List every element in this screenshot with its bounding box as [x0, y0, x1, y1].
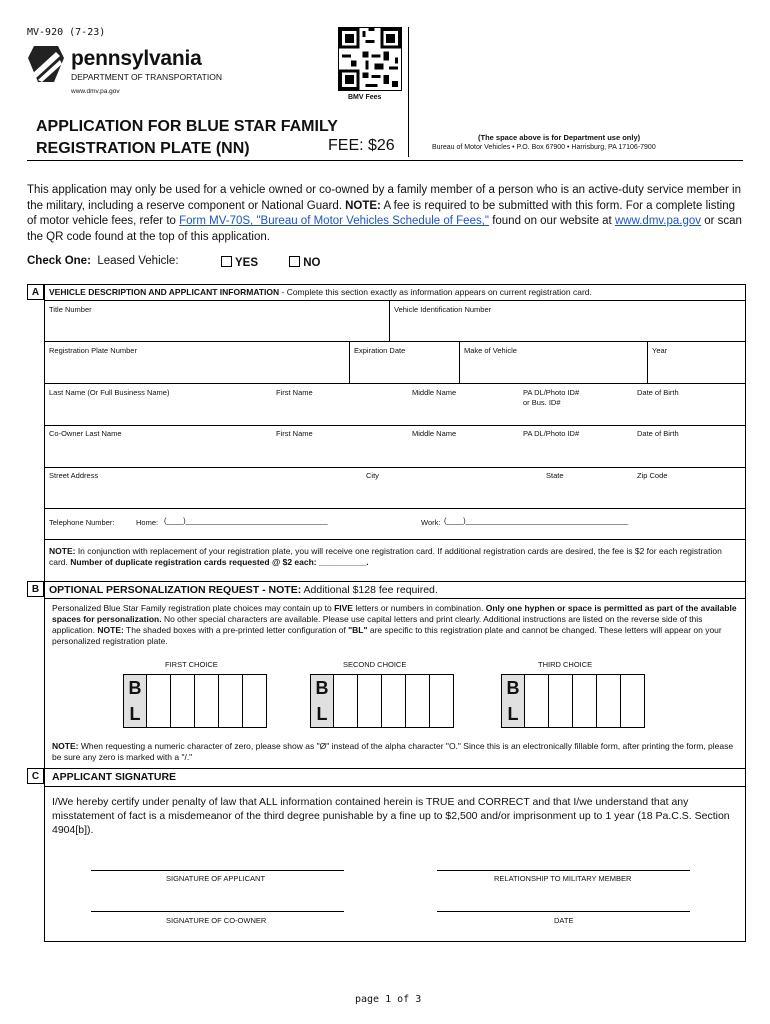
divider: [349, 341, 350, 383]
fees-form-link[interactable]: Form MV-70S, "Bureau of Motor Vehicles Schedule of Fees,": [179, 215, 489, 227]
check-one-row: [27, 255, 179, 267]
plate-char-box[interactable]: [147, 674, 171, 728]
plate-char-box[interactable]: [549, 674, 573, 728]
section-b-fee: Additional $128 fee required.: [301, 584, 438, 596]
intro-text-3: found on our website at: [489, 215, 615, 227]
preprinted-bl-cell: [310, 674, 334, 728]
plate-letter-l: L: [507, 704, 519, 724]
plate-char-box[interactable]: [219, 674, 243, 728]
vin-field[interactable]: [392, 314, 742, 338]
co-owner-last-name-label: Co-Owner Last Name: [49, 429, 122, 438]
brand-name: pennsylvania: [71, 47, 202, 70]
plate-letter-b: B: [128, 678, 142, 698]
personalization-instructions: [52, 603, 742, 647]
website-link[interactable]: www.dmv.pa.gov: [614, 215, 702, 227]
work-phone-field[interactable]: (____)_______________________________________: [444, 516, 629, 525]
plate-char-box[interactable]: [171, 674, 195, 728]
co-owner-middle-name-label: Middle Name: [412, 429, 457, 438]
instr-text-5: are specific to this registration plate and cannot be changed. These letters will appear on your personalized registration plate.: [52, 625, 722, 646]
last-name-label: Last Name (Or Full Business Name): [49, 388, 170, 397]
certification-text: I/We hereby certify under penalty of law that ALL information contained herein is TRUE and CORRECT and that I/we understand that any misstatement of fact is a misdemeanor of the third degree punishable by a fine up to $2,500 and/or imprisonment up to 1 year (18 Pa.C.S. Section 4904[b]).: [52, 796, 730, 836]
home-phone-field[interactable]: (____)__________________________________: [164, 516, 328, 525]
rule: [44, 598, 746, 599]
note-text: In conjunction with replacement of your registration plate, you will receive one registration card. If additional registration cards are desired, the fee is $2 for each registration card.: [49, 546, 722, 567]
zero-note-label: NOTE:: [52, 741, 79, 751]
plate-char-box[interactable]: [334, 674, 358, 728]
qr-code-icon: [338, 27, 402, 91]
rule: [44, 786, 746, 787]
preprinted-bl-cell: [501, 674, 525, 728]
plate-char-box[interactable]: [430, 674, 454, 728]
title-number-field[interactable]: [46, 314, 386, 338]
page-number: page 1 of 3: [355, 994, 422, 1005]
rule: [44, 539, 746, 540]
form-title-line1: APPLICATION FOR BLUE STAR FAMILY: [36, 118, 338, 135]
relationship-label: RELATIONSHIP TO MILITARY MEMBER: [494, 874, 632, 883]
date-label: DATE: [554, 916, 574, 925]
coowner-signature-line[interactable]: [91, 911, 344, 912]
expiration-field[interactable]: [352, 356, 456, 380]
plate-char-box[interactable]: [621, 674, 645, 728]
make-field[interactable]: [462, 356, 644, 380]
instr-bl: "BL": [348, 625, 368, 635]
vin-label: Vehicle Identification Number: [394, 305, 492, 314]
third-choice-label: THIRD CHOICE: [538, 660, 593, 669]
leased-vehicle-label: Leased Vehicle:: [97, 255, 179, 267]
intro-text-1: This application may only be used for a vehicle owned or co-owned by a family member of a person who is an active-duty service member in the military, including a reserve component or National Guard.: [27, 184, 741, 212]
fee-label: FEE: $26: [328, 137, 395, 154]
yes-label: YES: [235, 257, 259, 269]
home-label: Home:: [136, 518, 159, 527]
dob-label: Date of Birth: [637, 388, 679, 397]
middle-name-label: Middle Name: [412, 388, 457, 397]
zero-note: [52, 741, 742, 763]
title-number-label: Title Number: [49, 305, 92, 314]
zip-label: Zip Code: [637, 471, 668, 480]
yes-checkbox[interactable]: [221, 256, 232, 267]
plate-char-box[interactable]: [243, 674, 267, 728]
plate-letter-b: B: [315, 678, 329, 698]
plate-char-box[interactable]: [382, 674, 406, 728]
first-choice-label: FIRST CHOICE: [165, 660, 218, 669]
plate-char-box[interactable]: [525, 674, 549, 728]
bus-id-label: or Bus. ID#: [523, 398, 561, 407]
address-field[interactable]: [46, 482, 742, 506]
section-a-title: VEHICLE DESCRIPTION AND APPLICANT INFORMATION: [49, 287, 280, 297]
form-number: MV-920 (7-23): [27, 27, 106, 38]
street-label: Street Address: [49, 471, 99, 480]
bureau-address: Bureau of Motor Vehicles • P.O. Box 67900 • Harrisburg, PA 17106-7900: [432, 144, 656, 151]
city-label: City: [366, 471, 379, 480]
plate-char-box[interactable]: [195, 674, 219, 728]
registration-card-note: [49, 546, 739, 568]
plate-char-box[interactable]: [358, 674, 382, 728]
date-line[interactable]: [437, 911, 690, 912]
rule: [27, 768, 746, 769]
department-use-note: (The space above is for Department use only): [478, 133, 641, 142]
applicant-signature-line[interactable]: [91, 870, 344, 871]
rule: [27, 581, 746, 582]
relationship-line[interactable]: [437, 870, 690, 871]
instr-text-4: The shaded boxes with a pre-printed letter configuration of: [123, 625, 349, 635]
check-one-label: Check One:: [27, 255, 91, 267]
plate-letter-l: L: [129, 704, 141, 724]
second-choice-label: SECOND CHOICE: [343, 660, 407, 669]
instr-text-1: Personalized Blue Star Family registration plate choices may contain up to: [52, 603, 335, 613]
leased-yes-option[interactable]: [221, 256, 258, 269]
section-a-letter: A: [27, 284, 44, 300]
year-label: Year: [652, 346, 668, 355]
duplicate-cards-request[interactable]: Number of duplicate registration cards requested @ $2 each: __________.: [70, 557, 369, 567]
instr-note-label: NOTE:: [97, 625, 124, 635]
divider: [389, 300, 390, 341]
zero-note-text: When requesting a numeric character of zero, please show as "Ø" instead of the alpha character "O." Since this is an electronically fillable form, after printing the form, please be sure any zero is marked with a "/.": [52, 741, 734, 762]
co-owner-first-name-label: First Name: [276, 429, 313, 438]
divider: [647, 341, 648, 383]
second-choice-plate: [310, 674, 454, 728]
first-choice-plate: [123, 674, 267, 728]
section-c-title: APPLICANT SIGNATURE: [52, 771, 177, 783]
form-title-line2: REGISTRATION PLATE (NN): [36, 140, 250, 157]
co-owner-pa-dl-label: PA DL/Photo ID#: [523, 429, 580, 438]
rule: [44, 300, 746, 301]
intro-text-2: A fee is required to be submitted with this form. For a complete listing of motor vehicle fees, refer to: [27, 199, 735, 227]
intro-note-label: NOTE:: [345, 199, 381, 212]
intro-paragraph: [27, 183, 742, 245]
section-a-header: [49, 287, 592, 297]
first-name-label: First Name: [276, 388, 313, 397]
co-owner-field[interactable]: [46, 440, 742, 464]
instr-five: FIVE: [334, 603, 353, 613]
work-label: Work:: [421, 518, 441, 527]
no-checkbox[interactable]: [289, 256, 300, 267]
intro-text-4: or scan the QR code found at the top of this application.: [27, 215, 742, 243]
rule: [44, 341, 746, 342]
plate-letter-b: B: [506, 678, 520, 698]
instr-text-2: letters or numbers in combination.: [352, 603, 486, 613]
plate-char-box[interactable]: [573, 674, 597, 728]
rule: [44, 425, 746, 426]
third-choice-plate: [501, 674, 645, 728]
department-name: DEPARTMENT OF TRANSPORTATION: [71, 72, 222, 82]
instr-bold-1: Only one hyphen or space is permitted as part of the available spaces for personalization.: [52, 603, 737, 624]
make-label: Make of Vehicle: [464, 346, 517, 355]
co-owner-dob-label: Date of Birth: [637, 429, 679, 438]
coowner-signature-label: SIGNATURE OF CO-OWNER: [166, 916, 267, 925]
plate-number-label: Registration Plate Number: [49, 346, 137, 355]
plate-number-field[interactable]: [46, 356, 346, 380]
form-title: [36, 116, 338, 160]
pa-dl-label: PA DL/Photo ID#: [523, 388, 580, 397]
expiration-label: Expiration Date: [354, 346, 406, 355]
header-divider: [408, 27, 409, 157]
section-b-header: [49, 584, 438, 596]
website: www.dmv.pa.gov: [71, 88, 120, 95]
no-label: NO: [303, 257, 321, 269]
keystone-logo-icon: [26, 44, 66, 84]
year-field[interactable]: [650, 356, 742, 380]
note-label: NOTE:: [49, 546, 76, 556]
state-label: State: [546, 471, 564, 480]
leased-no-option[interactable]: [289, 256, 320, 269]
section-b-letter: B: [27, 581, 44, 597]
preprinted-bl-cell: [123, 674, 147, 728]
rule: [44, 467, 746, 468]
section-b-title: OPTIONAL PERSONALIZATION REQUEST - NOTE:: [49, 584, 302, 596]
instr-text-3: No other special characters are available. Please use capital letters and print clearly. Additional instructions are listed on the reverse side of this application.: [52, 614, 703, 635]
plate-char-box[interactable]: [406, 674, 430, 728]
plate-char-box[interactable]: [597, 674, 621, 728]
header-rule: [27, 160, 743, 161]
section-a-subtitle: - Complete this section exactly as information appears on current registration card.: [279, 287, 592, 297]
plate-letter-l: L: [316, 704, 328, 724]
section-c-letter: C: [27, 768, 44, 784]
applicant-name-field[interactable]: [46, 408, 742, 424]
rule: [44, 508, 746, 509]
applicant-signature-label: SIGNATURE OF APPLICANT: [166, 874, 266, 883]
rule: [44, 383, 746, 384]
qr-label: BMV Fees: [348, 94, 382, 101]
telephone-label: Telephone Number:: [49, 518, 115, 527]
divider: [459, 341, 460, 383]
